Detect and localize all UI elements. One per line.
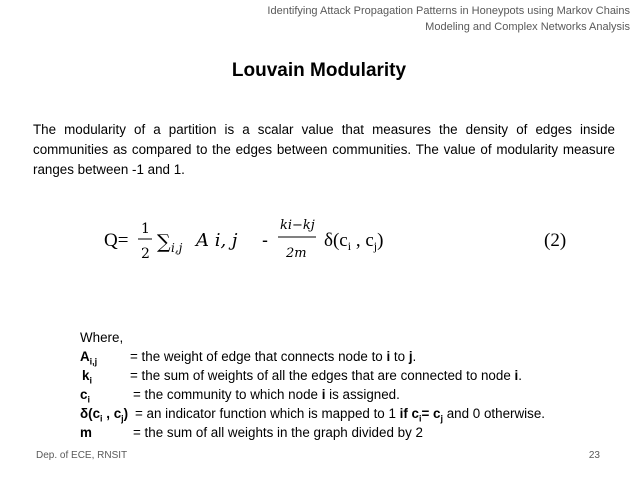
symbol-text: δ(c (80, 406, 101, 421)
def-text: = an indicator function which is mapped to 1 (135, 406, 400, 421)
def-text: and 0 otherwise. (443, 406, 545, 421)
delta-term (324, 230, 383, 253)
delta-sub-j: j (373, 239, 378, 253)
definition-text (130, 366, 522, 385)
sum-subscript: i,j (171, 241, 183, 255)
definition-text (133, 385, 400, 404)
delta-close: ) (377, 230, 384, 251)
symbol-subscript: i (89, 375, 92, 386)
definition-symbol (80, 404, 128, 423)
symbol-subscript: i (87, 394, 90, 405)
definition-row (80, 347, 417, 367)
definition-row (80, 423, 423, 442)
definition-symbol (82, 366, 92, 385)
footer-department: Dep. of ECE, RNSIT (36, 450, 128, 461)
definition-text (133, 423, 423, 442)
symbol-text: c (80, 387, 88, 402)
def-bold-part: if c (399, 406, 419, 421)
def-bold-sub: i (418, 413, 422, 424)
equation-number: (2) (544, 230, 567, 251)
minus-sign: - (262, 230, 268, 250)
def-bold: j (408, 349, 413, 364)
intro-paragraph: The modularity of a partition is a scalar value that measures the density of edges inside communities as compared to the edges between communities. The value of modularity measure ranges between -1 and 1. (33, 122, 615, 177)
frac1-numerator: 1 (141, 221, 150, 237)
def-text: = the sum of weights of all the edges that are connected to node (130, 368, 515, 383)
definition-text (130, 347, 416, 366)
definition-row (80, 404, 545, 424)
symbol-text: k (82, 368, 90, 383)
header-line-2: Modeling and Complex Networks Analysis (425, 21, 630, 33)
definition-symbol (80, 385, 90, 404)
symbol-subscript: i (100, 413, 103, 424)
delta-sep: , c (351, 230, 374, 251)
def-text: = the weight of edge that connects node to (130, 349, 387, 364)
header-line-1: Identifying Attack Propagation Patterns in Honeypots using Markov Chains (267, 5, 630, 17)
definition-row (80, 385, 400, 405)
def-bold: i (321, 387, 326, 402)
modularity-formula (100, 212, 580, 272)
sum-symbol: ∑ (157, 231, 171, 253)
symbol-text: A (80, 349, 90, 364)
formula-lhs: Q= (104, 230, 129, 251)
a-term: A i, j (196, 230, 238, 251)
def-text: to (390, 349, 409, 364)
symbol-text: ) (123, 406, 129, 421)
def-bold (399, 406, 444, 424)
definition-row (80, 366, 522, 386)
definition-symbol (80, 347, 97, 366)
def-bold: i (386, 349, 391, 364)
page-number: 23 (588, 450, 600, 461)
definitions-block (80, 328, 545, 442)
def-text: . (412, 349, 417, 364)
def-text: = the sum of all weights in the graph divided by 2 (133, 425, 423, 440)
definition-text (135, 404, 545, 423)
slide-header (210, 3, 630, 35)
symbol-subscript: i,j (89, 356, 98, 367)
symbol-subscript: j (121, 413, 124, 424)
delta-open: δ(c (324, 230, 348, 251)
where-label: Where, (80, 330, 124, 345)
def-bold-part: = c (421, 406, 441, 421)
delta-sub-i: i (347, 239, 352, 253)
frac2-denominator: 2m (286, 246, 307, 261)
symbol-text: m (80, 425, 92, 440)
definition-symbol (80, 423, 92, 442)
def-text: . (518, 368, 522, 383)
symbol-text: , c (102, 406, 122, 421)
slide-title: Louvain Modularity (231, 60, 407, 81)
def-bold-sub: j (440, 413, 444, 424)
frac1-denominator: 2 (141, 246, 150, 262)
frac2-numerator: ki−kj (280, 218, 315, 233)
def-text: is assigned. (325, 387, 400, 402)
def-text: = the community to which node (133, 387, 322, 402)
def-bold: i (514, 368, 519, 383)
